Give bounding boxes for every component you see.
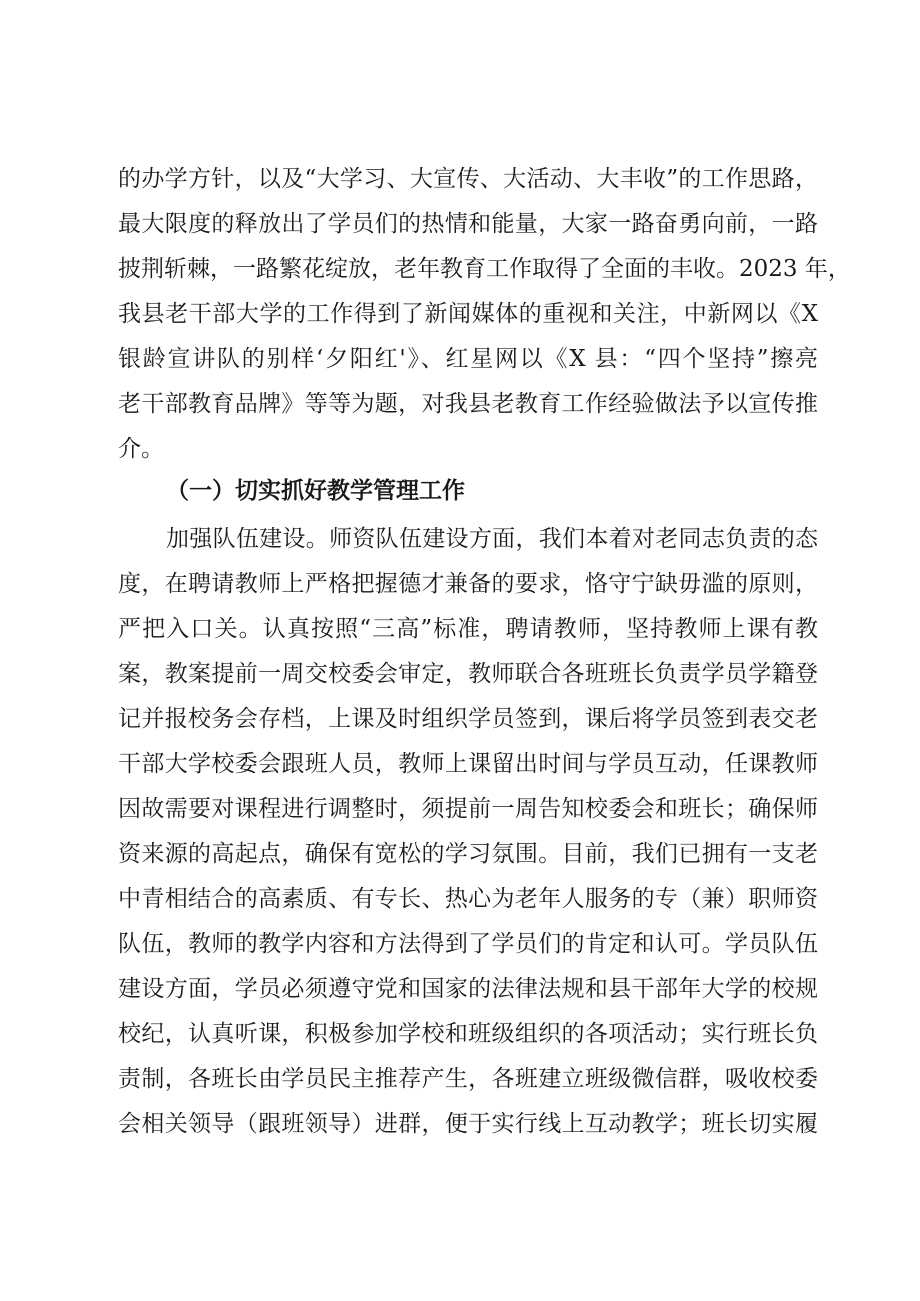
text-line: 干部大学校委会跟班人员，教师上课留出时间与学员互动，任课教师 [118,751,818,777]
text-line: 我县老干部大学的工作得到了新闻媒体的重视和关注，中新网以《X [118,301,818,327]
section-heading: （一）切实抓好教学管理工作 [166,478,465,504]
text-line: 中青相结合的高素质、有专长、热心为老年人服务的专（兼）职师资 [118,886,818,912]
text-line: 最大限度的释放出了学员们的热情和能量，大家一路奋勇向前，一路 [118,211,818,237]
text-line: 记并报校务会存档，上课及时组织学员签到，课后将学员签到表交老 [118,706,818,732]
text-line: 资来源的高起点，确保有宽松的学习氛围。目前，我们已拥有一支老 [118,841,818,867]
text-line: 的办学方针，以及“大学习、大宣传、大活动、大丰收”的工作思路， [118,166,818,192]
text-line: 校纪，认真听课，积极参加学校和班级组织的各项活动；实行班长负 [118,1021,818,1047]
text-line: 银龄宣讲队的别样‘夕阳红'》、红星网以《X 县：“四个坚持”擦亮 [118,346,818,372]
text-line: 责制，各班长由学员民主推荐产生，各班建立班级微信群，吸收校委 [118,1066,818,1092]
text-line: 因故需要对课程进行调整时，须提前一周告知校委会和班长；确保师 [118,796,818,822]
text-line: 披荆斩棘，一路繁花绽放，老年教育工作取得了全面的丰收。2023 年， [118,256,851,282]
text-line: 会相关领导（跟班领导）进群，便于实行线上互动教学；班长切实履 [118,1111,818,1137]
text-line: 队伍，教师的教学内容和方法得到了学员们的肯定和认可。学员队伍 [118,931,818,957]
text-line: 老干部教育品牌》等等为题，对我县老教育工作经验做法予以宣传推 [118,391,818,417]
text-line: 案，教案提前一周交校委会审定，教师联合各班班长负责学员学籍登 [118,661,818,687]
text-line: 严把入口关。认真按照“三高”标准，聘请教师，坚持教师上课有教 [118,616,818,642]
text-line: 介。 [118,436,164,462]
text-line: 建设方面，学员必须遵守党和国家的法律法规和县干部年大学的校规 [118,976,818,1002]
text-line: 加强队伍建设。师资队伍建设方面，我们本着对老同志负责的态 [166,526,818,552]
text-line: 度，在聘请教师上严格把握德才兼备的要求，恪守宁缺毋滥的原则， [118,571,818,597]
